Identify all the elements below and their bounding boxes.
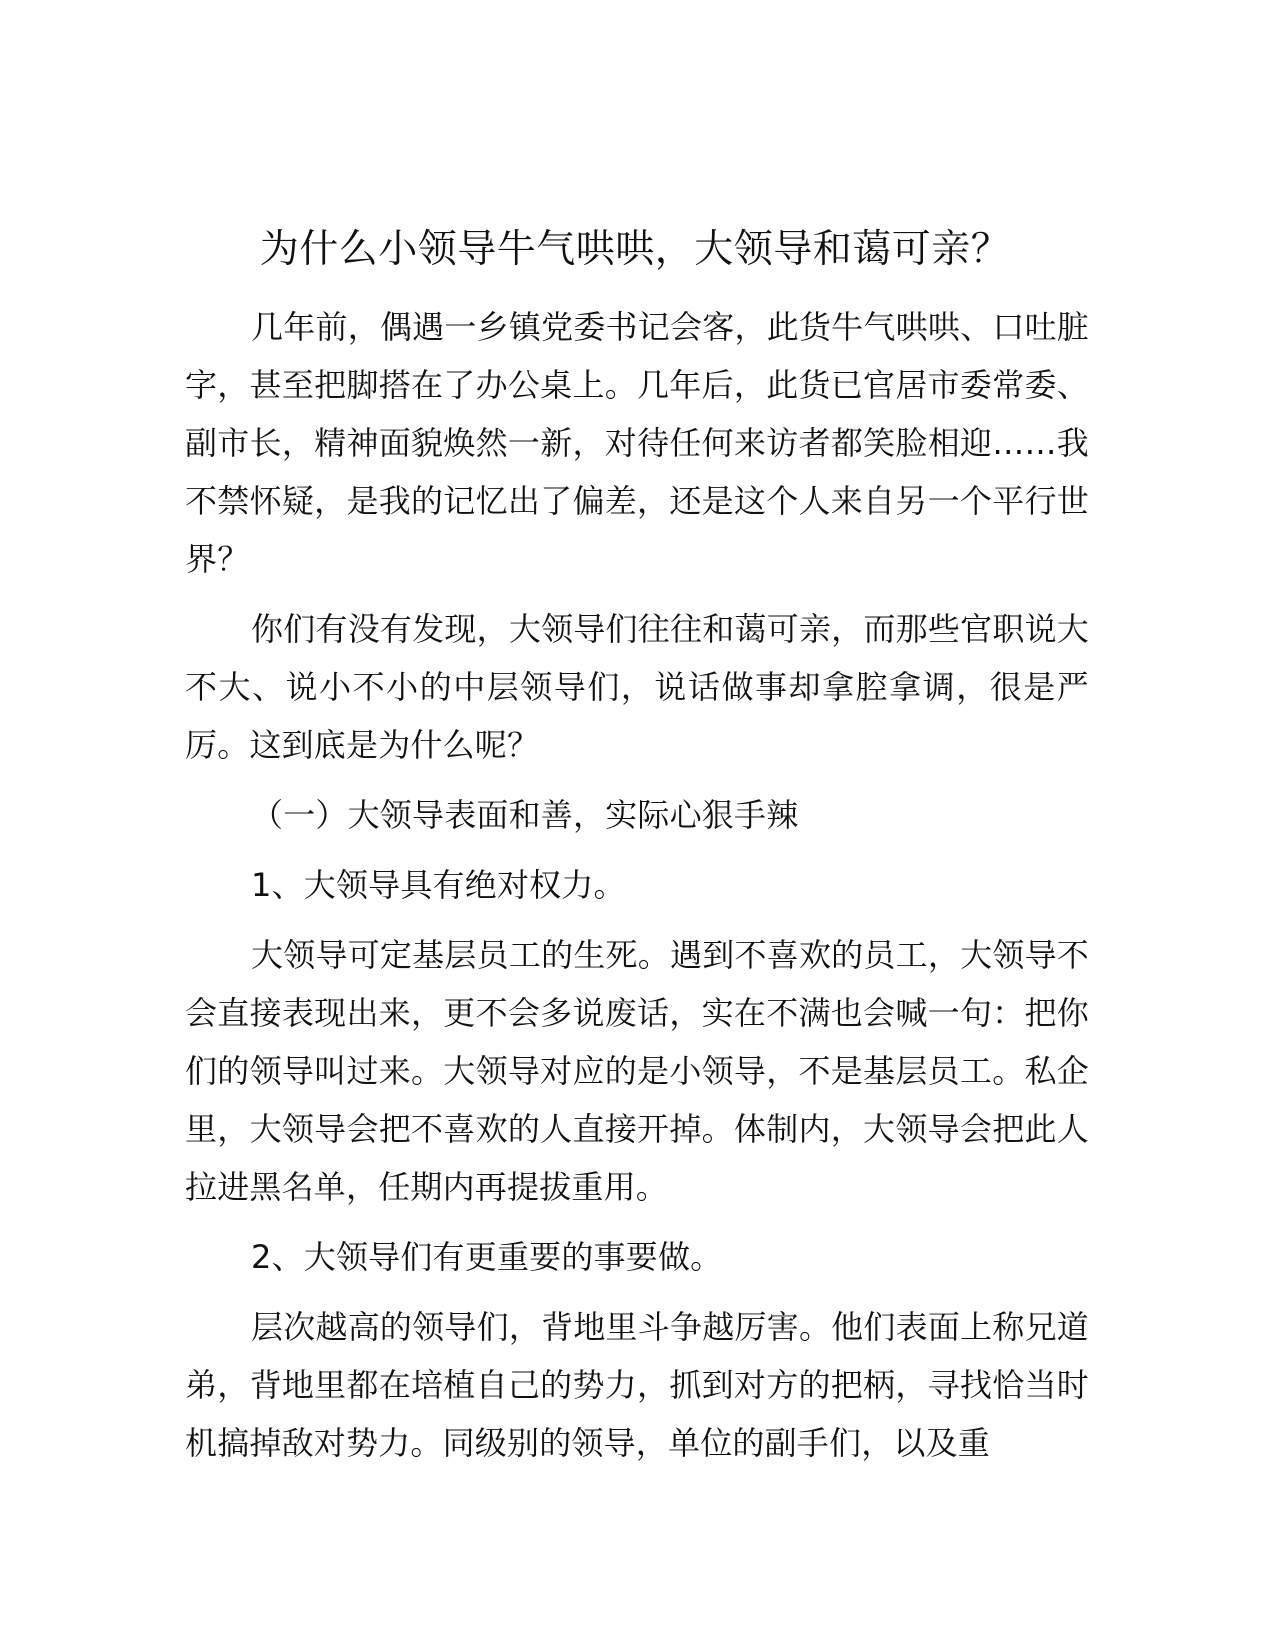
paragraph-2: 你们有没有发现，大领导们往往和蔼可亲，而那些官职说大不大、说小不小的中层领导们，说话做事却拿腔拿调，很是严厉。这到底是为什么呢？: [185, 610, 1089, 764]
paragraph-3: 大领导可定基层员工的生死。遇到不喜欢的员工，大领导不会直接表现出来，更不会多说废话，实在不满也会喊一句：把你们的领导叫过来。大领导对应的是小领导，不是基层员工。私企里，大领导会把不喜欢的人直接开掉。体制内，大领导会把此人拉进黑名单，任期内再提拔重用。: [185, 936, 1089, 1206]
subheading-2: 2、大领导们有更重要的事要做。: [251, 1238, 723, 1276]
section-heading-1: （一）大领导表面和善，实际心狠手辣: [251, 796, 799, 834]
document-title: 为什么小领导牛气哄哄，大领导和蔼可亲？: [259, 227, 1011, 272]
paragraph-4: 层次越高的领导们，背地里斗争越厉害。他们表面上称兄道弟，背地里都在培植自己的势力，抓到对方的把柄，寻找恰当时机搞掉敌对势力。同级别的领导，单位的副手们，以及重: [185, 1308, 1089, 1462]
document-body: [185, 298, 1089, 1484]
paragraph-1: 几年前，偶遇一乡镇党委书记会客，此货牛气哄哄、口吐脏字，甚至把脚搭在了办公桌上。几年后，此货已官居市委常委、副市长，精神面貌焕然一新，对待任何来访者都笑脸相迎……我不禁怀疑，是我的记忆出了偏差，还是这个人来自另一个平行世界？: [185, 308, 1089, 578]
subheading-1: 1、大领导具有绝对权力。: [251, 866, 626, 904]
